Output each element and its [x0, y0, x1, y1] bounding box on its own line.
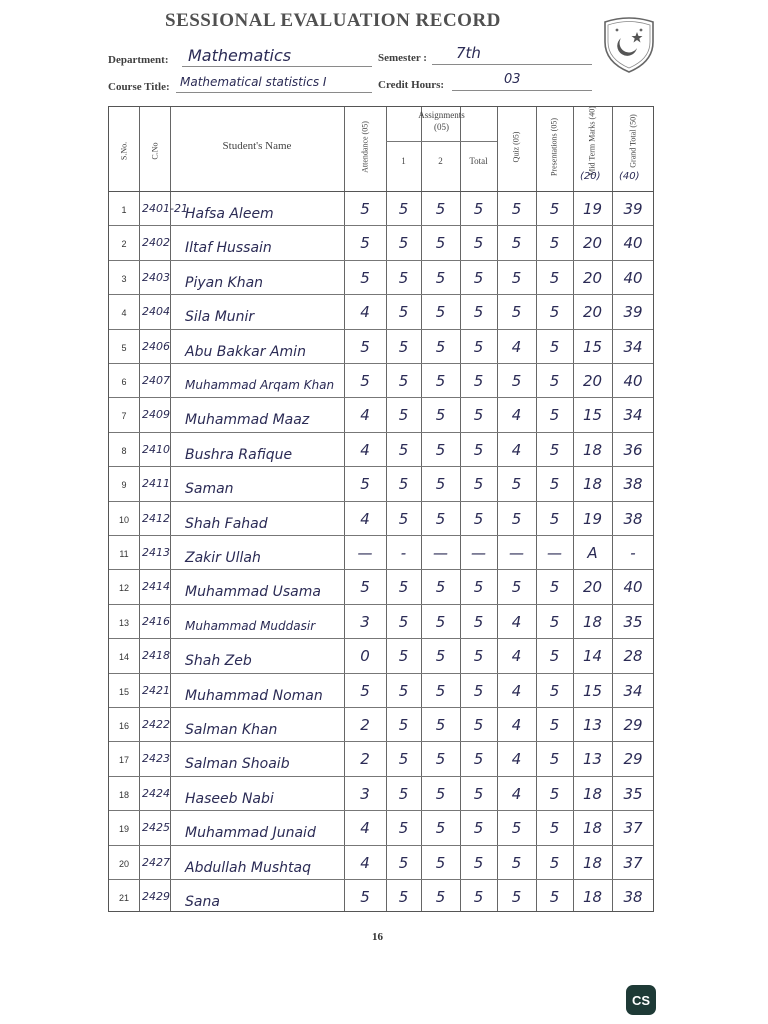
row-student-name: Sana — [185, 894, 220, 910]
header-assignments: Assignments — [418, 110, 465, 120]
row-cno: 2413 — [142, 546, 170, 559]
page-title: SESSIONAL EVALUATION RECORD — [165, 10, 501, 31]
row-mark-att: 4 — [360, 406, 370, 425]
row-mark-quiz: 4 — [511, 406, 522, 425]
row-mark-mid: 15 — [582, 406, 603, 425]
row-student-name: Shah Fahad — [185, 515, 268, 532]
row-mark-a2: — — [433, 544, 448, 562]
row-mark-a1: 5 — [398, 268, 409, 287]
row-mark-mid: 13 — [582, 716, 603, 734]
row-cno: 2406 — [142, 339, 170, 353]
header-attendance: Attendance (05) — [360, 121, 370, 173]
row-mark-mid: 18 — [582, 888, 603, 906]
row-mark-tot: 5 — [473, 578, 484, 597]
row-mark-pres: 5 — [549, 819, 560, 838]
row-mark-grand: 37 — [623, 819, 643, 838]
row-mark-a1: 5 — [398, 509, 409, 528]
row-mark-quiz: 5 — [511, 303, 522, 322]
row-mark-a2: 5 — [435, 509, 446, 528]
row-mark-tot: 5 — [473, 681, 484, 700]
row-cno: 2425 — [142, 821, 170, 835]
row-mark-pres: 5 — [549, 406, 560, 425]
row-mark-a2: 5 — [435, 853, 446, 872]
credit-hours-label: Credit Hours: — [378, 79, 445, 91]
row-mark-pres: 5 — [549, 716, 560, 734]
row-mark-a2: 5 — [435, 337, 446, 356]
row-student-name: Muhammad Junaid — [185, 825, 316, 842]
row-mark-grand: 39 — [623, 200, 643, 218]
header-assignment-total: Total — [469, 156, 488, 166]
row-mark-att: 5 — [360, 578, 370, 597]
row-sno: 18 — [118, 789, 129, 800]
row-mark-tot: 5 — [473, 475, 484, 494]
row-sno: 21 — [118, 893, 129, 903]
row-cno: 2422 — [142, 718, 170, 731]
row-mark-att: 4 — [360, 440, 370, 459]
header-grand-hand: (40) — [619, 171, 640, 182]
row-mark-quiz: 4 — [511, 440, 522, 459]
header-assignment-1: 1 — [401, 156, 406, 166]
credit-hours-value: 03 — [504, 72, 521, 87]
row-mark-grand: 40 — [623, 234, 643, 253]
row-sno: 15 — [118, 686, 129, 697]
row-mark-mid: 19 — [582, 509, 603, 528]
row-mark-att: 2 — [360, 750, 370, 769]
row-mark-tot: 5 — [473, 612, 484, 631]
row-mark-a1: 5 — [398, 681, 409, 700]
evaluation-table — [108, 106, 654, 912]
header-quiz: Quiz (05) — [511, 131, 521, 163]
row-mark-grand: 38 — [623, 475, 643, 494]
row-cno: 2416 — [142, 614, 170, 628]
row-mark-grand: - — [630, 544, 636, 562]
row-mark-quiz: 4 — [511, 647, 522, 666]
row-mark-pres: 5 — [549, 509, 560, 528]
row-cno: 2412 — [142, 511, 170, 525]
row-sno: 12 — [118, 583, 129, 594]
row-student-name: Piyan Khan — [185, 274, 264, 291]
row-mark-grand: 28 — [623, 647, 643, 666]
row-mark-tot: 5 — [473, 303, 484, 322]
row-mark-grand: 34 — [623, 681, 643, 700]
row-mark-att: 3 — [360, 612, 370, 631]
row-sno: 9 — [121, 480, 127, 491]
row-mark-grand: 37 — [623, 853, 643, 872]
row-mark-a1: 5 — [398, 647, 409, 666]
row-mark-a2: 5 — [435, 200, 446, 218]
row-mark-quiz: 4 — [511, 784, 522, 803]
row-mark-a2: 5 — [435, 819, 446, 838]
row-mark-tot: 5 — [473, 268, 484, 287]
row-mark-pres: 5 — [549, 853, 560, 872]
row-student-name: Hafsa Aleem — [185, 206, 274, 222]
row-mark-a1: 5 — [398, 475, 409, 494]
row-mark-att: 4 — [360, 303, 370, 322]
row-mark-tot: 5 — [473, 234, 484, 253]
row-mark-tot: 5 — [473, 853, 484, 872]
row-mark-att: 5 — [360, 337, 370, 356]
row-mark-a2: 5 — [435, 406, 446, 425]
row-mark-att: 5 — [360, 234, 370, 253]
row-student-name: Saman — [185, 481, 234, 498]
row-mark-grand: 40 — [623, 372, 643, 390]
course-title-line — [176, 92, 372, 93]
row-student-name: Salman Khan — [185, 722, 278, 738]
row-mark-tot: 5 — [473, 440, 484, 459]
semester-line — [432, 64, 592, 65]
semester-label: Semester : — [378, 52, 427, 64]
header-assignments-max: (05) — [434, 122, 449, 132]
camscanner-badge-icon: CS — [626, 985, 656, 1015]
row-mark-pres: 5 — [549, 440, 560, 459]
row-mark-pres: 5 — [549, 888, 560, 906]
row-cno: 2407 — [142, 374, 170, 387]
row-mark-a1: 5 — [398, 337, 409, 356]
row-mark-att: 5 — [360, 681, 370, 700]
row-student-name: Haseeb Nabi — [185, 790, 274, 807]
row-mark-a1: 5 — [398, 819, 409, 838]
row-mark-a1: 5 — [398, 888, 409, 906]
row-mark-a2: 5 — [435, 647, 446, 666]
row-cno: 2429 — [142, 890, 170, 903]
row-mark-tot: 5 — [473, 716, 484, 734]
row-mark-quiz: 5 — [511, 475, 522, 494]
row-mark-mid: 15 — [582, 681, 603, 700]
row-mark-quiz: 5 — [511, 888, 522, 906]
row-student-name: Salman Shoaib — [185, 756, 290, 773]
row-mark-mid: 18 — [582, 819, 603, 838]
row-mark-mid: 18 — [582, 440, 603, 459]
header-presentations: Presentations (05) — [549, 118, 559, 176]
row-sno: 20 — [118, 858, 129, 869]
row-mark-a2: 5 — [435, 784, 446, 803]
row-mark-pres: 5 — [549, 578, 560, 597]
row-student-name: Zakir Ullah — [185, 550, 261, 566]
row-mark-a1: 5 — [398, 440, 409, 459]
shield-crescent-star-icon — [601, 16, 657, 74]
department-label: Department: — [108, 54, 169, 66]
page-number: 16 — [372, 931, 383, 943]
row-mark-att: 0 — [360, 647, 370, 666]
row-cno: 2409 — [142, 408, 170, 422]
semester-value: 7th — [456, 44, 481, 62]
row-mark-quiz: — — [509, 544, 524, 562]
row-mark-att: 5 — [360, 268, 370, 287]
row-mark-a1: 5 — [398, 750, 409, 769]
header-cno: C.No — [150, 142, 160, 160]
row-mark-att: 5 — [360, 475, 370, 494]
row-mark-quiz: 5 — [511, 372, 522, 390]
row-mark-pres: 5 — [549, 681, 560, 700]
row-mark-grand: 35 — [623, 612, 643, 631]
row-mark-pres: 5 — [549, 475, 560, 494]
row-student-name: Sila Munir — [185, 309, 255, 326]
row-cno: 2423 — [142, 752, 170, 766]
row-mark-a2: 5 — [435, 578, 446, 597]
row-mark-mid: 13 — [582, 750, 603, 769]
header-assignment-2: 2 — [438, 156, 443, 166]
row-mark-quiz: 5 — [511, 578, 522, 597]
row-mark-grand: 40 — [623, 578, 643, 597]
row-cno: 2403 — [142, 270, 170, 284]
row-mark-tot: — — [471, 544, 486, 562]
row-mark-quiz: 5 — [511, 200, 522, 218]
row-mark-grand: 34 — [623, 406, 643, 425]
row-mark-mid: 20 — [582, 268, 603, 287]
row-mark-tot: 5 — [473, 888, 484, 906]
row-cno: 2421 — [142, 683, 170, 697]
row-mark-mid: 20 — [582, 578, 603, 597]
row-student-name: Muhammad Arqam Khan — [185, 378, 335, 392]
row-sno: 16 — [118, 721, 129, 731]
row-mark-att: 3 — [360, 784, 370, 803]
row-mark-a1: 5 — [398, 612, 409, 631]
row-cno: 2427 — [142, 855, 170, 869]
row-mark-a2: 5 — [435, 716, 446, 734]
row-mark-mid: 20 — [582, 234, 603, 253]
row-cno: 2411 — [142, 477, 170, 491]
row-mark-att: 5 — [360, 200, 370, 218]
row-mark-pres: 5 — [549, 612, 560, 631]
row-mark-a1: 5 — [398, 784, 409, 803]
row-mark-a2: 5 — [435, 440, 446, 459]
row-mark-a2: 5 — [435, 681, 446, 700]
row-mark-pres: — — [547, 544, 562, 562]
row-mark-att: 2 — [360, 716, 370, 734]
course-title-value: Mathematical statistics I — [180, 75, 327, 89]
row-mark-a1: 5 — [398, 716, 409, 734]
row-mark-att: 5 — [360, 372, 370, 390]
row-mark-tot: 5 — [473, 200, 484, 218]
row-mark-mid: 18 — [582, 612, 603, 631]
row-mark-a2: 5 — [435, 750, 446, 769]
row-mark-quiz: 4 — [511, 681, 522, 700]
row-cno: 2404 — [142, 305, 170, 319]
row-sno: 7 — [121, 411, 127, 422]
row-mark-mid: 18 — [582, 784, 603, 803]
row-mark-quiz: 5 — [511, 234, 522, 253]
department-value: Mathematics — [188, 46, 292, 65]
row-cno: 2410 — [142, 442, 170, 456]
row-sno: 10 — [118, 514, 129, 525]
row-cno: 2424 — [142, 786, 170, 800]
row-mark-tot: 5 — [473, 784, 484, 803]
row-student-name: Iltaf Hussain — [185, 240, 272, 257]
row-cno: 2414 — [142, 580, 170, 594]
row-mark-mid: 19 — [582, 200, 603, 218]
course-title-label: Course Title: — [108, 81, 170, 93]
row-mark-quiz: 5 — [511, 268, 522, 287]
row-mark-pres: 5 — [549, 784, 560, 803]
row-mark-grand: 29 — [623, 750, 643, 769]
row-sno: 8 — [121, 445, 127, 456]
row-mark-tot: 5 — [473, 819, 484, 838]
row-mark-mid: 18 — [582, 475, 603, 494]
row-mark-att: 4 — [360, 819, 370, 838]
row-sno: 14 — [118, 652, 129, 663]
row-mark-quiz: 4 — [511, 612, 522, 631]
row-mark-a1: 5 — [398, 303, 409, 322]
row-mark-pres: 5 — [549, 234, 560, 253]
row-mark-tot: 5 — [473, 337, 484, 356]
row-mark-tot: 5 — [473, 372, 484, 390]
row-mark-pres: 5 — [549, 372, 560, 390]
row-student-name: Abu Bakkar Amin — [185, 343, 306, 360]
row-mark-tot: 5 — [473, 647, 484, 666]
row-mark-quiz: 4 — [511, 337, 522, 356]
header-midterm-hand: (20) — [580, 171, 601, 182]
row-mark-tot: 5 — [473, 406, 484, 425]
row-mark-grand: 34 — [623, 337, 643, 356]
row-mark-a2: 5 — [435, 475, 446, 494]
row-mark-a2: 5 — [435, 888, 446, 906]
row-sno: 3 — [121, 273, 127, 284]
row-mark-grand: 39 — [623, 303, 643, 322]
row-student-name: Abdullah Mushtaq — [185, 859, 311, 876]
credit-hours-line — [452, 90, 592, 91]
row-mark-mid: 14 — [582, 647, 603, 666]
row-student-name: Shah Zeb — [185, 653, 252, 670]
row-mark-pres: 5 — [549, 647, 560, 666]
row-mark-quiz: 5 — [511, 819, 522, 838]
row-mark-att: 5 — [360, 888, 370, 906]
row-mark-a1: - — [400, 544, 407, 562]
row-sno: 1 — [121, 205, 127, 215]
row-student-name: Muhammad Muddasir — [185, 618, 316, 633]
row-mark-a1: 5 — [398, 200, 409, 218]
row-mark-a2: 5 — [435, 612, 446, 631]
row-sno: 5 — [121, 342, 127, 353]
row-mark-pres: 5 — [549, 337, 560, 356]
row-mark-mid: A — [587, 544, 598, 562]
row-mark-grand: 35 — [623, 784, 643, 803]
row-mark-a1: 5 — [398, 578, 409, 597]
row-mark-a1: 5 — [398, 372, 409, 390]
row-mark-a1: 5 — [398, 406, 409, 425]
row-student-name: Bushra Rafique — [185, 446, 293, 463]
row-mark-grand: 38 — [623, 509, 643, 528]
row-mark-quiz: 4 — [511, 716, 522, 734]
row-sno: 6 — [121, 377, 127, 387]
row-mark-pres: 5 — [549, 750, 560, 769]
header-midterm: Mid Term Marks (40) — [587, 106, 597, 176]
row-mark-quiz: 5 — [511, 853, 522, 872]
row-mark-a2: 5 — [435, 303, 446, 322]
row-mark-pres: 5 — [549, 268, 560, 287]
row-mark-tot: 5 — [473, 750, 484, 769]
row-mark-mid: 20 — [582, 303, 603, 322]
row-sno: 19 — [118, 824, 129, 835]
row-mark-grand: 40 — [623, 268, 643, 287]
row-cno: 2402 — [142, 236, 170, 250]
row-mark-tot: 5 — [473, 509, 484, 528]
row-sno: 11 — [119, 549, 129, 559]
row-student-name: Muhammad Maaz — [185, 412, 310, 429]
row-mark-mid: 18 — [582, 853, 603, 872]
row-sno: 13 — [118, 617, 129, 628]
department-line — [182, 66, 372, 67]
header-sno: S.No. — [119, 141, 129, 161]
row-mark-att: 4 — [360, 853, 370, 872]
row-sno: 2 — [121, 239, 127, 250]
row-mark-pres: 5 — [549, 200, 560, 218]
row-sno: 4 — [121, 308, 127, 319]
row-mark-att: — — [357, 544, 373, 562]
row-sno: 17 — [118, 755, 129, 766]
row-mark-pres: 5 — [549, 303, 560, 322]
row-mark-a2: 5 — [435, 372, 446, 390]
row-mark-a2: 5 — [435, 234, 446, 253]
row-mark-att: 4 — [360, 509, 370, 528]
row-mark-grand: 29 — [623, 716, 643, 734]
row-mark-quiz: 4 — [511, 750, 522, 769]
row-mark-grand: 36 — [623, 440, 643, 459]
row-student-name: Muhammad Noman — [185, 687, 323, 704]
row-mark-grand: 38 — [623, 888, 643, 906]
header-grand-total: Grand Total (50) — [628, 114, 638, 168]
row-mark-a1: 5 — [398, 853, 409, 872]
row-mark-a2: 5 — [435, 268, 446, 287]
row-cno: 2418 — [142, 649, 170, 663]
header-student-name: Student's Name — [222, 140, 292, 152]
row-mark-mid: 20 — [582, 372, 603, 390]
row-student-name: Muhammad Usama — [185, 584, 321, 601]
row-mark-a1: 5 — [398, 234, 409, 253]
row-mark-quiz: 5 — [511, 509, 522, 528]
row-cno: 2401-21 — [142, 202, 188, 215]
row-mark-mid: 15 — [582, 337, 603, 356]
